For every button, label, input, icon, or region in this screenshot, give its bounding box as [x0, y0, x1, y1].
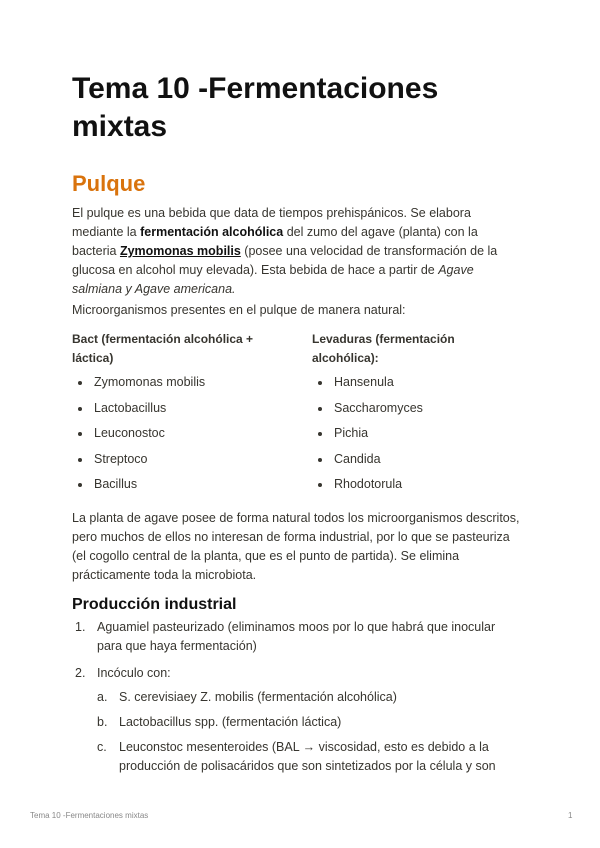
page-number: 1 [568, 811, 573, 820]
intro-text-2: del zumo del agave (planta) con la bacteria [72, 225, 478, 258]
intro-text-3: (posee una velocidad de transformación de la glucosa en alcohol muy elevada). Esta bebida de hace a partir de [72, 244, 498, 277]
item-letter: a. [97, 690, 108, 704]
list-item: Lactobacillus [72, 399, 205, 425]
item-letter: b. [97, 715, 108, 729]
planta-paragraph: La planta de agave posee de forma natural todos los microorganismos descritos, pero muchos de ellos no interesan de forma industrial, por lo que se pasteuriza (el cogollo central de la planta, que es el punto de partida). Se elimina prácticamente toda la microbiota. [72, 511, 520, 582]
produccion-heading: Producción industrial [72, 596, 237, 613]
intro-text-1: El pulque es una bebida que data de tiempos prehispánicos. Se elabora mediante la [72, 206, 471, 239]
item-text: S. cerevisiaey Z. mobilis (fermentación alcohólica) [119, 690, 397, 704]
intro-paragraph [72, 204, 522, 299]
item-text: Aguamiel pasteurizado (eliminamos moos por lo que habrá que inocular para que haya fermentación) [97, 620, 496, 653]
item-letter: c. [97, 740, 107, 754]
intro-italic-agave: Agave salmiana y Agave americana. [72, 263, 474, 296]
list-item: Hansenula [312, 373, 423, 399]
item-text: Incóculo con: [97, 666, 171, 680]
list-item: Rhodotorula [312, 475, 423, 501]
yeast-heading: Levaduras (fermentación alcohólica): [312, 332, 455, 365]
item-text: Leuconstoc mesenteroides (BAL → viscosidad, esto es debido a la producción de polisacáridos que son sintetizados por la célula y son [119, 740, 496, 773]
list-item: Pichia [312, 424, 423, 450]
section-heading-pulque: Pulque [72, 171, 146, 196]
bact-list [72, 373, 205, 501]
item-number: 2. [75, 666, 86, 680]
item-text: Lactobacillus spp. (fermentación láctica) [119, 715, 342, 729]
list-item: Bacillus [72, 475, 205, 501]
yeast-list [312, 373, 423, 501]
page-title: Tema 10 -Fermentaciones mixtas [72, 72, 439, 143]
item-number: 1. [75, 620, 86, 634]
list-item: Leuconostoc [72, 424, 205, 450]
footer-title: Tema 10 -Fermentaciones mixtas [30, 811, 149, 820]
list-item: Streptoco [72, 450, 205, 476]
list-item: Zymomonas mobilis [72, 373, 205, 399]
intro-bold-fermentacion: fermentación alcohólica [140, 225, 284, 239]
micro-intro-paragraph: Microorganismos presentes en el pulque de manera natural: [72, 303, 406, 317]
bact-heading: Bact (fermentación alcohólica + láctica) [72, 332, 254, 365]
intro-bold-zymomonas: Zymomonas mobilis [119, 244, 241, 258]
list-item: Saccharomyces [312, 399, 423, 425]
list-item: Candida [312, 450, 423, 476]
